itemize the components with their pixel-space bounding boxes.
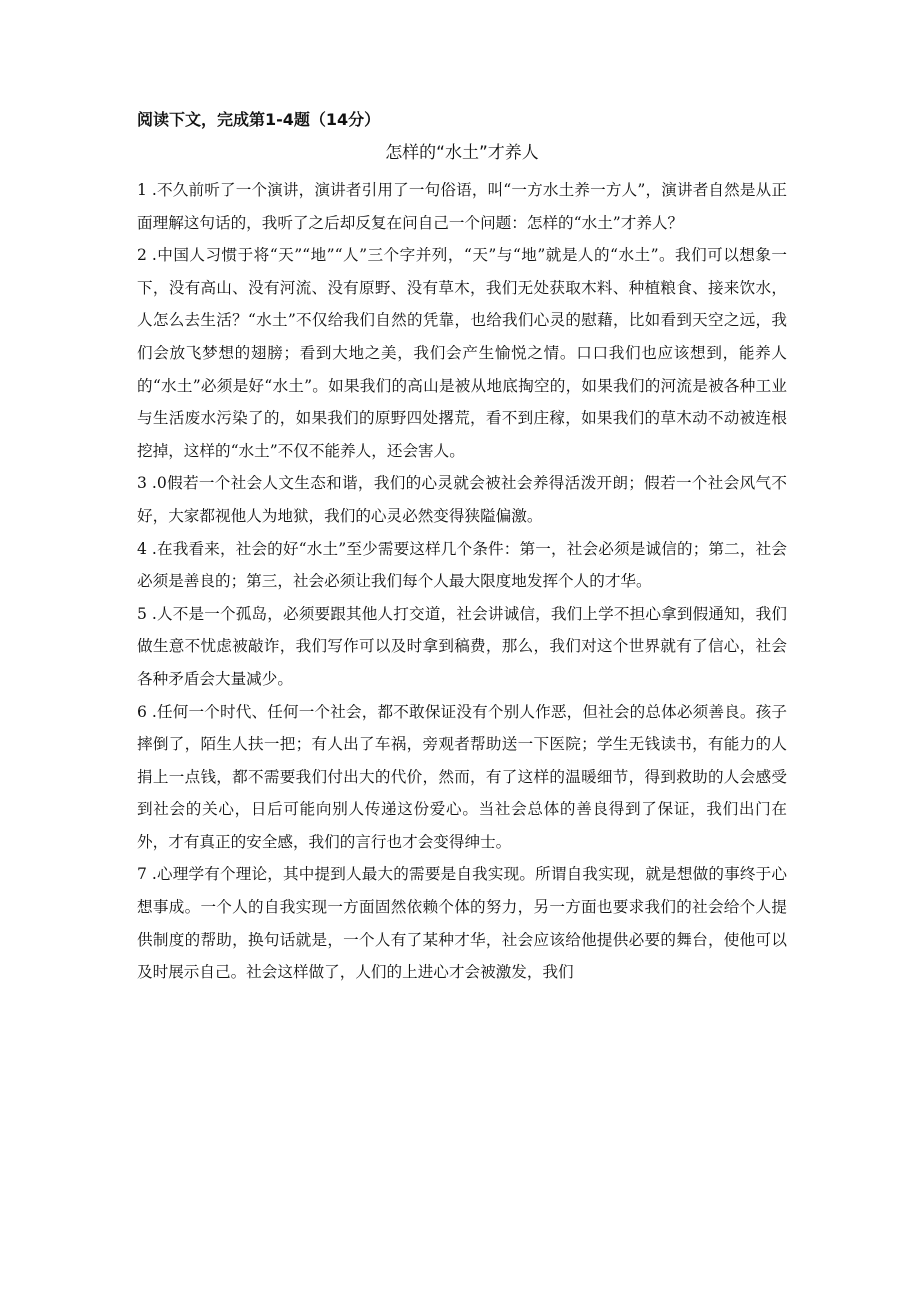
paragraph-text: 中国人习惯于将“天”“地”“人”三个字并列，“天”与“地”就是人的“水土”。我们可以想象一下，没有高山、没有河流、没有原野、没有草木，我们无处获取木料、种植粮食、接来饮水，人怎么去生活？“水土”不仅给我们自然的凭靠，也给我们心灵的慰藉，比如看到天空之远，我们会放飞梦想的翅膀；看到大地之美，我们会产生愉悦之情。口口我们也应该想到，能养人的“水土”必须是好“水土”。如果我们的高山是被从地底掏空的，如果我们的河流是被各种工业与生活废水污染了的，如果我们的原野四处撂荒，看不到庄稼，如果我们的草木动不动被连根挖掉，这样的“水土”不仅不能养人，还会害人。 [137, 246, 787, 460]
paragraph-number: 5 . [137, 604, 157, 623]
document-page [137, 110, 787, 989]
paragraph-1 [137, 174, 787, 239]
paragraph-7 [137, 858, 787, 988]
paragraph-3 [137, 467, 787, 532]
paragraph-number: 7 . [137, 865, 157, 884]
paragraph-text: 不久前听了一个演讲，演讲者引用了一句俗语，叫“一方水土养一方人”，演讲者自然是从正面理解这句话的，我听了之后却反复在问自己一个问题：怎样的“水土”才养人？ [137, 181, 787, 232]
paragraph-text: 0假若一个社会人文生态和谐，我们的心灵就会被社会养得活泼开朗；假若一个社会风气不好，大家都视他人为地狱，我们的心灵必然变得狭隘偏激。 [137, 474, 787, 525]
paragraph-number: 1 . [137, 181, 157, 199]
paragraph-number: 2 . [137, 246, 157, 265]
paragraph-text: 心理学有个理论，其中提到人最大的需要是自我实现。所谓自我实现，就是想做的事终于心想事成。一个人的自我实现一方面固然依赖个体的努力，另一方面也要求我们的社会给个人提供制度的帮助，换句话就是，一个人有了某种才华，社会应该给他提供必要的舞台，使他可以及时展示自己。社会这样做了，人们的上进心才会被激发，我们 [137, 865, 787, 982]
paragraph-number: 4 . [137, 539, 157, 558]
paragraph-text: 人不是一个孤岛，必须要跟其他人打交道，社会讲诚信，我们上学不担心拿到假通知，我们做生意不忧虑被敲诈，我们写作可以及时拿到稿费，那么，我们对这个世界就有了信心，社会各种矛盾会大量减少。 [137, 604, 787, 688]
paragraph-6 [137, 696, 787, 859]
paragraph-5 [137, 598, 787, 696]
paragraph-text: 在我看来，社会的好“水土”至少需要这样几个条件：第一，社会必须是诚信的；第二，社会必须是善良的；第三，社会必须让我们每个人最大限度地发挥个人的才华。 [137, 539, 787, 591]
paragraph-4 [137, 533, 787, 598]
paragraph-2 [137, 239, 787, 467]
paragraph-number: 3 . [137, 474, 157, 493]
paragraph-number: 6 . [137, 702, 157, 721]
paragraph-text: 任何一个时代、任何一个社会，都不敢保证没有个别人作恶，但社会的总体必须善良。孩子摔倒了，陌生人扶一把；有人出了车祸，旁观者帮助送一下医院；学生无钱读书，有能力的人捐上一点钱，都不需要我们付出大的代价，然而，有了这样的温暖细节，得到救助的人会感受到社会的关心，日后可能向别人传递这份爱心。当社会总体的善良得到了保证，我们出门在外，才有真正的安全感，我们的言行也才会变得绅士。 [137, 702, 787, 851]
article-title: 怎样的“水土”才养人 [385, 143, 539, 163]
question-instruction: 阅读下文，完成第1-4题（14分） [137, 110, 381, 129]
